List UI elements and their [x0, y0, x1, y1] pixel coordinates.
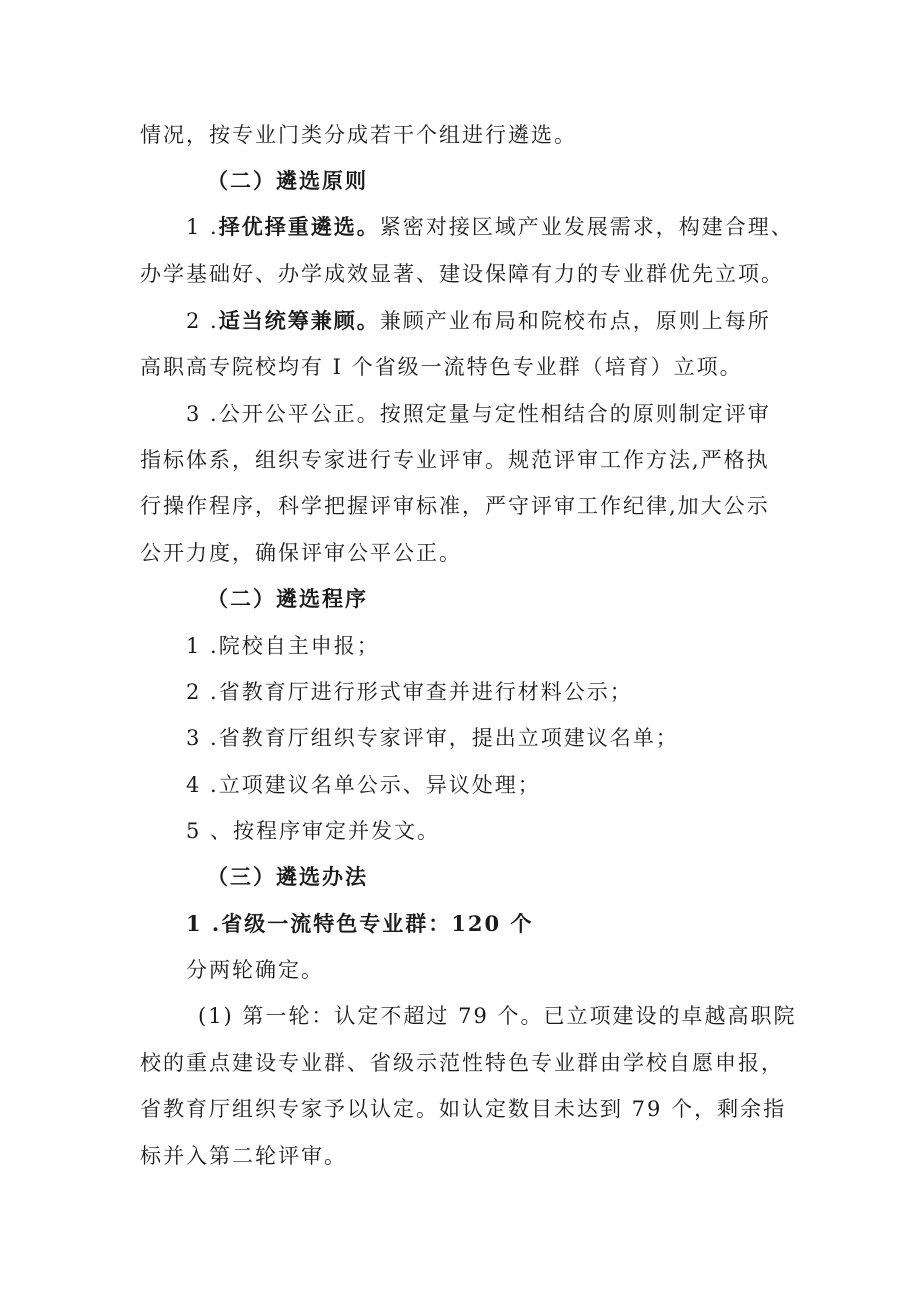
principle-1 — [186, 212, 794, 242]
section-heading-principles: （二）遴选原则 — [207, 168, 368, 193]
procedure-item-4: 4 .立项建议名单公示、异议处理； — [186, 773, 541, 797]
paragraph-line: 行操作程序，科学把握评审标准，严守评审工作纪律,加大公示 — [140, 494, 770, 518]
principle-3: 3 .公开公平公正。按照定量与定性相结合的原则制定评审 — [186, 402, 771, 426]
item-title: 适当统筹兼顾。 — [218, 308, 380, 333]
paragraph-line: 省教育厅组织专家予以认定。如认定数目未达到 79 个，剩余指 — [140, 1097, 787, 1121]
paragraph-line: 指标体系，组织专家进行专业评审。规范评审工作方法,严格执 — [140, 448, 770, 472]
section-heading-procedure: （二）遴选程序 — [207, 586, 368, 611]
paragraph-line: 办学基础好、办学成效显著、建设保障有力的专业群优先立项。 — [140, 262, 784, 286]
paragraph-line: 标并入第二轮评审。 — [140, 1144, 347, 1168]
item-title: 择优择重遴选。 — [218, 214, 380, 239]
procedure-item-2: 2 .省教育厅进行形式审查并进行材料公示； — [186, 680, 633, 704]
paragraph-line: 校的重点建设专业群、省级示范性特色专业群由学校自愿申报， — [140, 1051, 784, 1075]
item-text: 兼顾产业布局和院校布点，原则上每所 — [379, 309, 771, 333]
procedure-item-1: 1 .院校自主申报； — [186, 634, 380, 658]
paragraph-line: 分两轮确定。 — [186, 958, 324, 982]
paragraph-line: 公开力度，确保评审公平公正。 — [140, 541, 462, 565]
item-number: 2 . — [186, 309, 219, 333]
procedure-item-5: 5 、按程序审定并发文。 — [186, 819, 441, 843]
item-number: 1 . — [186, 215, 219, 239]
section-heading-methods: （三）遴选办法 — [207, 864, 368, 889]
item-text: 紧密对接区域产业发展需求，构建合理、 — [379, 215, 794, 239]
round-1-text: (1) 第一轮：认定不超过 79 个。已立项建设的卓越高职院 — [198, 1004, 797, 1028]
paragraph-line: 情况，按专业门类分成若干个组进行遴选。 — [140, 123, 577, 147]
paragraph-line: 高职高专院校均有 I 个省级一流特色专业群（培育）立项。 — [140, 355, 743, 379]
procedure-item-3: 3 .省教育厅组织专家评审，提出立项建议名单； — [186, 726, 679, 750]
method-1-heading: 1 .省级一流特色专业群：120 个 — [186, 911, 534, 936]
principle-2 — [186, 306, 771, 336]
